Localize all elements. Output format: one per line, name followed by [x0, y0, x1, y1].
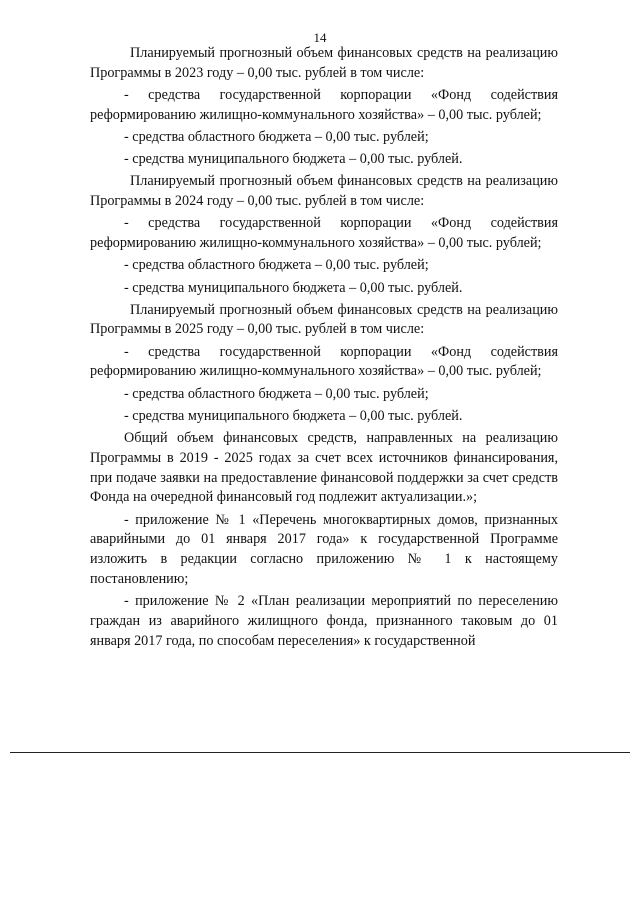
paragraph-2023-total: Планируемый прогнозный объем финансовых средств на реализацию Программы в 2023 году – 0,00 тыс. рублей в том числе:	[90, 45, 558, 81]
paragraph-appendix-1: - приложение № 1 «Перечень многоквартирных домов, признанных аварийными до 01 января 2017 года» к государственной Программе изложить в редакции согласно приложению № 1 к настоящему постановлению;	[90, 511, 558, 587]
paragraph-2024-regional: - средства областного бюджета – 0,00 тыс. рублей;	[124, 257, 429, 274]
paragraph-appendix-2: - приложение № 2 «План реализации мероприятий по переселению граждан из аварийного жилищного фонда, признанного таковым до 01 января 2017 года, по способам переселения» к государственной	[90, 593, 558, 649]
paragraph-2024-total: Планируемый прогнозный объем финансовых средств на реализацию Программы в 2024 году – 0,00 тыс. рублей в том числе:	[90, 173, 558, 210]
paragraph-2023-fund: - средства государственной корпорации «Фонд содействия реформированию жилищно-коммунального хозяйства» – 0,00 тыс. рублей;	[90, 86, 558, 123]
paragraph-total-volume: Общий объем финансовых средств, направленных на реализацию Программы в 2019 - 2025 годах за счет всех источников финансирования, при подаче заявки на предоставление финансовой поддержки за счет средств Фонда на очередной финансовый год подлежит актуализации.»;	[90, 430, 558, 506]
paragraph-2024-municipal: - средства муниципального бюджета – 0,00 тыс. рублей.	[124, 279, 463, 296]
document-body	[90, 44, 558, 654]
paragraph-2025-fund: - средства государственной корпорации «Фонд содействия реформированию жилищно-коммунального хозяйства» – 0,00 тыс. рублей;	[90, 343, 558, 380]
paragraph-2023-municipal: - средства муниципального бюджета – 0,00 тыс. рублей.	[124, 151, 463, 168]
paragraph-2025-total: Планируемый прогнозный объем финансовых средств на реализацию Программы в 2025 году – 0,00 тыс. рублей в том числе:	[90, 301, 558, 338]
paragraph-2024-fund: - средства государственной корпорации «Фонд содействия реформированию жилищно-коммунального хозяйства» – 0,00 тыс. рублей;	[90, 215, 558, 252]
footer-divider	[10, 752, 630, 753]
page-number: 14	[313, 30, 327, 45]
paragraph-2025-municipal: - средства муниципального бюджета – 0,00 тыс. рублей.	[124, 407, 463, 424]
paragraph-2023-regional: - средства областного бюджета – 0,00 тыс. рублей;	[124, 128, 429, 145]
paragraph-2025-regional: - средства областного бюджета – 0,00 тыс. рублей;	[124, 385, 429, 402]
